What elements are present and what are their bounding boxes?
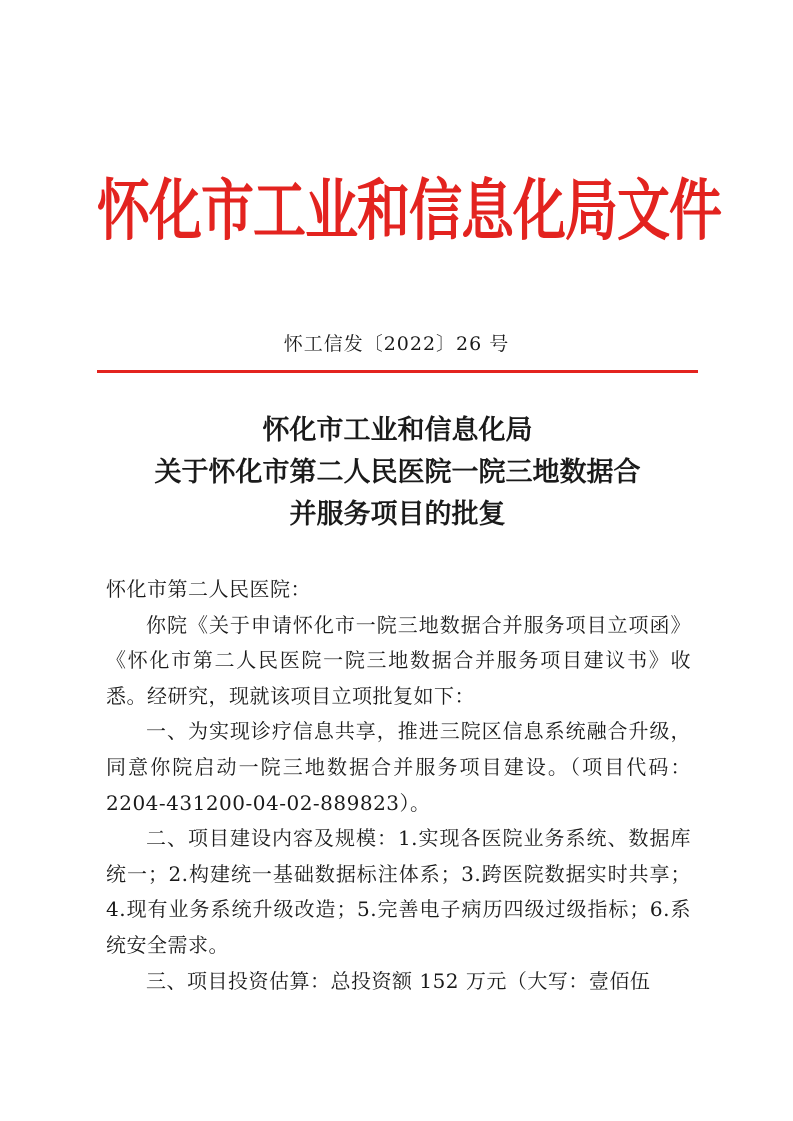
salutation: 怀化市第二人民医院：: [106, 577, 311, 601]
document-header-title: 怀化市工业和信息化局文件: [97, 173, 721, 250]
body-paragraph: 三、项目投资估算：总投资额 152 万元（大写：壹佰伍: [146, 968, 651, 993]
title-line: 怀化市工业和信息化局: [262, 415, 533, 446]
red-divider-line: [97, 370, 698, 373]
document-title: [97, 410, 698, 536]
document-body: [106, 572, 691, 999]
title-line: 并服务项目的批复: [289, 499, 506, 530]
body-paragraph: 一、为实现诊疗信息共享，推进三院区信息系统融合升级，同意你院启动一院三地数据合并服务项目建设。（项目代码：2204-431200-04-02-889823）。: [106, 719, 691, 815]
title-line: 关于怀化市第二人民医院一院三地数据合: [154, 457, 641, 488]
body-paragraph: 你院《关于申请怀化市一院三地数据合并服务项目立项函》《怀化市第二人民医院一院三地数据合并服务项目建议书》收悉。经研究，现就该项目立项批复如下：: [106, 612, 691, 708]
document-number: 怀工信发〔2022〕26 号: [283, 333, 510, 355]
body-paragraph: 二、项目建设内容及规模：1.实现各医院业务系统、数据库统一；2.构建统一基础数据标注体系；3.跨医院数据实时共享；4.现有业务系统升级改造；5.完善电子病历四级过级指标；6.系统安全需求。: [106, 826, 691, 957]
